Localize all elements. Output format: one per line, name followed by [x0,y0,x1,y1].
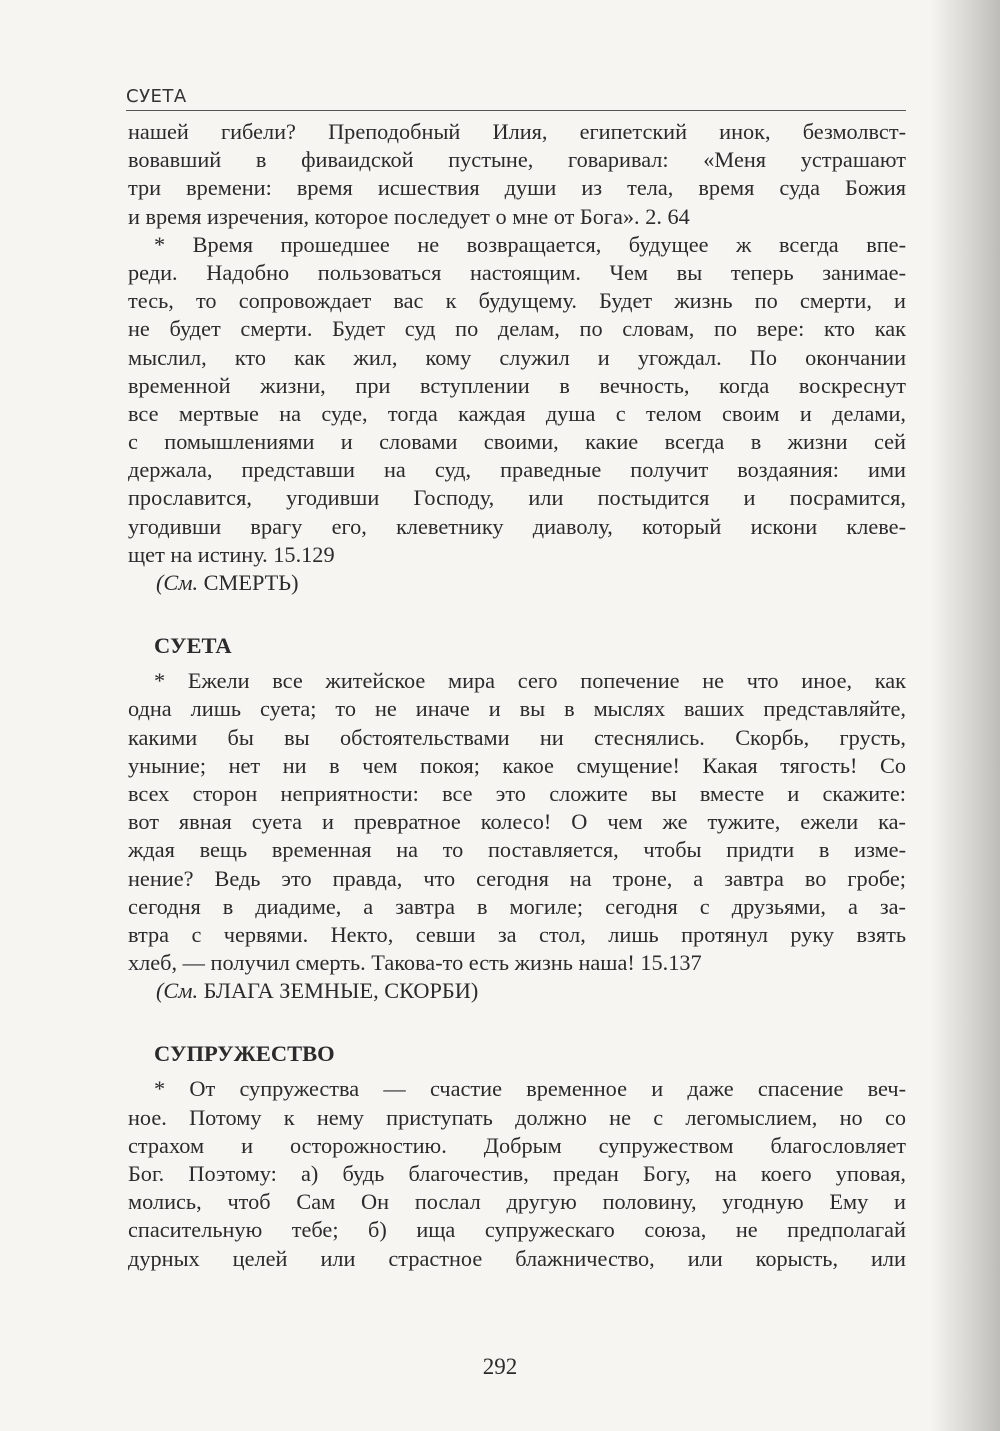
text-line: и время изречения, которое последует о мне от Бога». 2. 64 [128,203,690,229]
text-line: молись, чтоб Сам Он послал другую половину, угодную Ему и [128,1189,906,1215]
text-line: втра с червями. Некто, севши за стол, лишь протянул руку взять [128,921,906,947]
text-line: все мертвые на суде, тогда каждая душа с телом своим и делами, [128,400,906,426]
see-also-reference [128,977,906,1005]
text-line: * От супружества — счастие временное и даже спасение веч- [154,1076,906,1102]
page-number: 292 [482,1354,518,1379]
text-line: реди. Надобно пользоваться настоящим. Чем вы теперь занимае- [128,259,906,285]
text-line: прославится, угодивши Господу, или постыдится и посрамится, [128,485,906,511]
see-also-reference [128,569,906,597]
see-also-prefix: (См. [156,978,199,1004]
text-line: * Ежели все житейское мира сего попечение не что иное, как [154,668,906,694]
see-also-prefix: (См. [156,570,199,595]
text-line: сегодня в диадиме, а завтра в могиле; сегодня с друзьями, а за- [128,893,906,919]
text-line: спасительную тебе; б) ища супружескаго союза, не предполагай [128,1217,906,1243]
text-line: ное. Потому к нему приступать должно не с легомыслием, но со [128,1104,906,1130]
section-gap [128,597,906,631]
time-paragraph [128,231,906,569]
header-rule [126,110,906,111]
page-content [128,118,906,1273]
text-line: три времени: время исшествия души из тела, время суда Божия [128,175,906,201]
text-line: всех сторон неприятности: все это сложите вы вместе и скажите: [128,780,906,806]
section-supruzhestvo [128,1039,906,1272]
text-line: * Время прошедшее не возвращается, будущее ж всегда впе- [154,231,906,257]
section-heading: СУПРУЖЕСТВО [154,1041,335,1067]
text-line: держала, представши на суд, праведные получит воздаяния: ими [128,457,906,483]
text-line: щет на истину. 15.129 [128,541,335,567]
text-line: одна лишь суета; то не иначе и вы в мыслях ваших представляйте, [128,696,906,722]
text-line: вовавший в фиваидской пустыне, говаривал: «Меня устрашают [128,147,906,173]
text-line: страхом и осторожностию. Добрым супружеством благословляет [128,1132,906,1158]
text-line: дурных целей или страстное блажничество, или корысть, или [128,1245,906,1271]
text-line: не будет смерти. Будет суд по делам, по словам, по вере: кто как [128,316,906,342]
text-line: нашей гибели? Преподобный Илия, египетский инок, безмолвст- [128,119,906,144]
continued-paragraph [128,118,906,231]
text-line: Бог. Поэтому: а) будь благочестив, предан Богу, на коего уповая, [128,1161,906,1186]
page-edge-shadow [930,0,1000,1431]
section-gap [128,1005,906,1039]
text-line: нение? Ведь это правда, что сегодня на троне, а завтра во гробе; [128,865,906,891]
text-line: мыслил, кто как жил, кому служил и угождал. По окончании [128,344,906,370]
text-line: уныние; нет ни в чем покоя; какое смущение! Какая тягость! Со [128,752,906,778]
text-line: хлеб, — получил смерть. Такова-то есть жизнь наша! 15.137 [128,950,702,976]
text-line: какими бы вы обстоятельствами ни стеснялись. Скорбь, грусть, [128,724,906,750]
see-also-refs: БЛАГА ЗЕМНЫЕ, СКОРБИ) [198,978,479,1004]
see-also-refs: СМЕРТЬ) [198,570,299,595]
text-line: тесь, то сопровождает вас к будущему. Будет жизнь по смерти, и [128,288,906,314]
running-head: СУЕТА [126,86,187,107]
text-line: вот явная суета и превратное колесо! О чем же тужите, ежели ка- [128,809,906,835]
section-heading: СУЕТА [154,633,232,659]
text-line: с помышлениями и словами своими, какие всегда в жизни сей [128,429,906,455]
section-suyeta [128,631,906,1005]
text-line: временной жизни, при вступлении в вечность, когда воскреснут [128,372,906,398]
text-line: угодивши врагу его, клеветнику диаволу, который искони клеве- [128,513,906,539]
text-line: ждая вещь временная на то поставляется, чтобы придти в изме- [128,837,906,863]
